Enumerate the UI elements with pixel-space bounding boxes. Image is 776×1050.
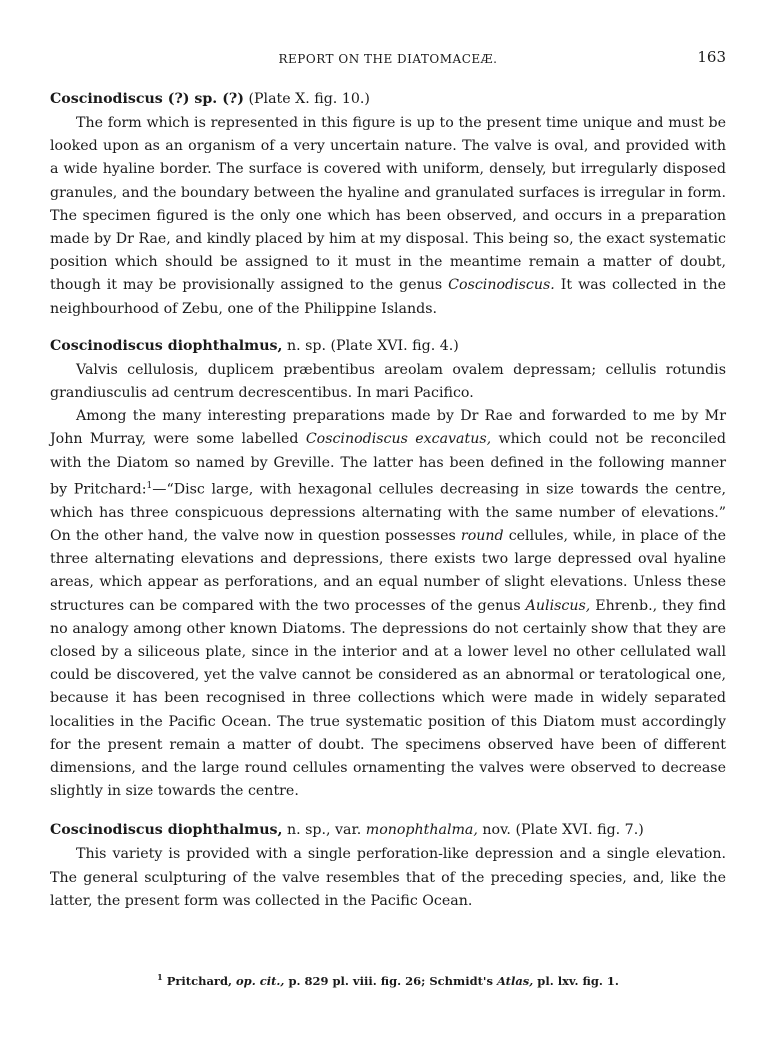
paragraph: This variety is provided with a single perforation-like depression and a single elevation. The general sculpturing of the valve resembles that of the preceding species, and, like the latter, the present form was collected in the Pacific Ocean.: [50, 846, 726, 909]
page-number: 163: [697, 48, 726, 66]
species-name: Coscinodiscus diophthalmus,: [50, 822, 283, 839]
footnote-italic: Atlas,: [496, 973, 534, 988]
section-monophthalma: [50, 819, 726, 913]
running-title: REPORT ON THE DIATOMACEÆ.: [278, 52, 498, 66]
paragraph-text: Ehrenb., they find no analogy among other known Diatoms. The depressions do not certainly show that they are closed by a siliceous plate, since in the interior and at a lower level no other cellulated wall could be discovered, yet the valve cannot be considered as an abnormal or teratological one, because it has been recognised in three collections which were made in widely separated localities in the Pacific Ocean. The true systematic position of this Diatom must accordingly for the present remain a matter of doubt. The specimens observed have been of different dimensions, and the large round cellules ornamenting the valves were observed to decrease slightly in size towards the centre.: [50, 597, 727, 800]
paragraph-text: —“Disc large, with hexagonal cellules decreasing in size towards the centre, which has three conspicuous depressions alternating with the same number of elevations.” On the other hand, the valve now in question possesses: [50, 481, 726, 544]
plate-reference: (Plate X. fig. 10.): [248, 91, 370, 107]
paragraph-text: which could not be reconciled with the Diatom so named by Greville. The latter has been defined in the following manner by Pritchard:: [50, 431, 727, 498]
paragraph: [50, 405, 726, 803]
italic-genus: Coscinodiscus.: [448, 277, 555, 294]
section-coscinodiscus-sp: [50, 88, 726, 321]
footnote-mark: 1: [157, 972, 163, 982]
paragraph-text: It was collected in the neighbourhood of Zebu, one of the Philippine Islands.: [50, 277, 726, 317]
species-name: Coscinodiscus (?) sp. (?): [50, 91, 244, 107]
footnote-text: pl. lxv. fig. 1.: [533, 973, 619, 988]
footnote-marker: 1: [146, 480, 153, 491]
footnote-italic: op. cit.,: [236, 973, 285, 988]
article-body: [50, 88, 726, 913]
plate-reference: n. sp. (Plate XVI. fig. 4.): [286, 337, 459, 354]
italic-word: round: [460, 527, 504, 544]
running-head: [50, 48, 726, 70]
italic-genus: Auliscus,: [525, 597, 591, 614]
italic-species: Coscinodiscus excavatus,: [305, 431, 492, 448]
section-heading: [50, 819, 726, 841]
footnote-text: p. 829 pl. viii. fig. 26; Schmidt's: [284, 973, 497, 988]
species-name: Coscinodiscus diophthalmus,: [50, 337, 283, 354]
section-coscinodiscus-diophthalmus: [50, 335, 726, 804]
heading-text: n. sp., var.: [286, 822, 362, 839]
footnote-text: Pritchard,: [166, 973, 237, 988]
plate-reference: nov. (Plate XVI. fig. 7.): [482, 822, 644, 839]
paragraph-text: Among the many interesting preparations made by Dr Rae and forwarded to me by Mr John Murray, were some labelled: [50, 408, 726, 448]
section-heading: [50, 335, 726, 357]
latin-diagnosis: Valvis cellulosis, duplicem præbentibus areolam ovalem depressam; cellulis rotundis grandiusculis ad centrum decrescentibus. In mari Pacifico.: [50, 361, 726, 402]
footnote: [50, 972, 726, 988]
paragraph: [50, 112, 726, 321]
paragraph-text: The form which is represented in this figure is up to the present time unique and must be looked upon as an organism of a very uncertain nature. The valve is oval, and provided with a wide hyaline border. The surface is covered with uniform, densely, but irregularly disposed granules, and the boundary between the hyaline and granulated surfaces is irregular in form. The specimen figured is the only one which has been observed, and occurs in a preparation made by Dr Rae, and kindly placed by him at my disposal. This being so, the exact systematic position which should be assigned to it must in the meantime remain a matter of doubt, though it may be provisionally assigned to the genus: [50, 115, 726, 294]
paragraph-text: cellules, while, in place of the three alternating elevations and depressions, there exists two large depressed oval hyaline areas, which appear as perforations, and an equal number of slight elevations. Unless these structures can be compared with the two processes of the genus: [50, 527, 726, 614]
variety-name: monophthalma,: [365, 822, 478, 839]
section-heading: [50, 88, 726, 110]
